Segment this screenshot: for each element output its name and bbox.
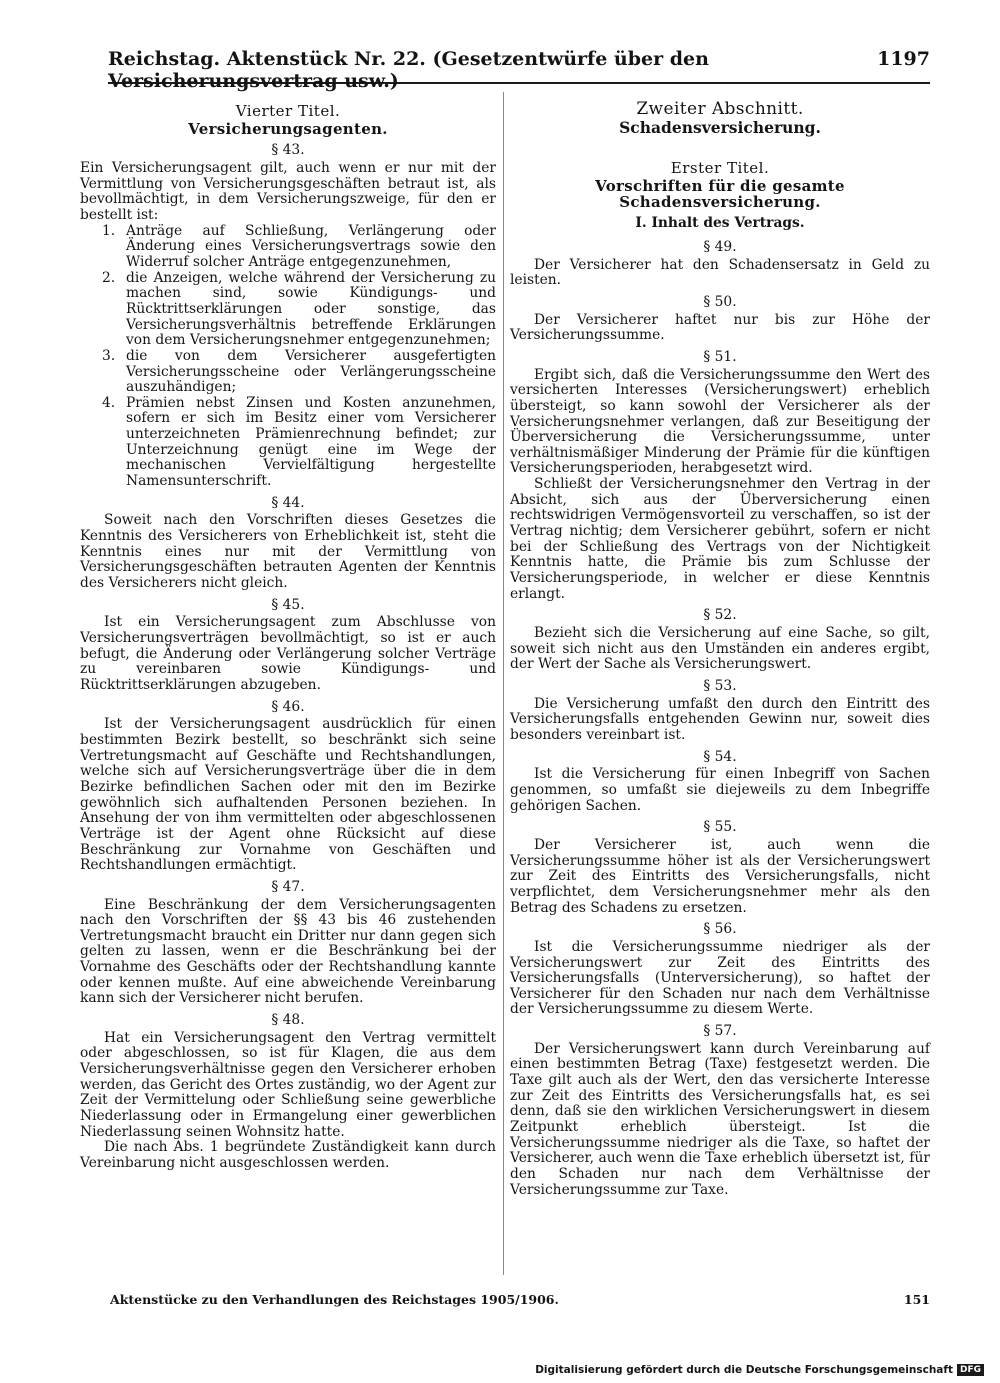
titel-name: Vorschriften für die gesamte Schadensversicherung. (595, 176, 845, 211)
section-heading: § 45. (271, 596, 305, 613)
section-heading: § 49. (703, 238, 737, 255)
footer-source: Aktenstücke zu den Verhandlungen des Reichstages 1905/1906. (110, 1292, 559, 1307)
abschnitt-name: Schadensversicherung. (619, 117, 821, 137)
paragraph: Bezieht sich die Versicherung auf eine Sache, so gilt, soweit sich nicht aus den Umständen ein anderes ergibt, der Wert der Sache als Versicherungswert. (510, 625, 930, 673)
paragraph: Der Versicherer ist, auch wenn die Versicherungssumme höher ist als der Versicherungswert zur Zeit des Eintritts des Versicherungsfalls, nicht verpflichtet, dem Versicherungsnehmer mehr als den Betrag des Schadens zu ersetzen. (510, 836, 930, 916)
section-heading: § 51. (703, 348, 737, 365)
list-number: 4. (102, 394, 116, 411)
list-item (102, 269, 496, 349)
paragraph: Ist ein Versicherungsagent zum Abschlusse von Versicherungsverträgen bevollmächtigt, so ist er auch befugt, die Änderung oder Verlängerung solcher Verträge zu vereinbaren sowie Kündigungs- und Rücktrittserklärungen abzugeben. (80, 614, 496, 693)
enumerated-list (80, 224, 496, 490)
paragraph: Ist die Versicherung für einen Inbegriff von Sachen genommen, so umfaßt sie diejeweils zu dem Inbegriffe gehörigen Sachen. (510, 766, 930, 814)
section-heading: § 54. (703, 748, 737, 765)
header-title: Reichstag. Aktenstück Nr. 22. (Gesetzentwürfe über den Versicherungsvertrag usw.) (108, 48, 709, 92)
right-column (510, 92, 930, 1198)
page-number: 1197 (877, 48, 930, 70)
footer-signature: 151 (903, 1292, 930, 1307)
subsection-heading: I. Inhalt des Vertrags. (635, 215, 805, 232)
list-item (102, 347, 496, 396)
section-heading: § 46. (271, 698, 305, 715)
titel-name: Versicherungsagenten. (188, 119, 388, 138)
paragraph: Hat ein Versicherungsagent den Vertrag vermittelt oder abgeschlossen, so ist für Klagen, die aus dem Versicherungsverhältnisse gegen den Versicherer erhoben werden, das Gericht des Ortes zuständig, wo der Agent zur Zeit der Vermittelung oder Schließung seine gewerbliche Niederlassung oder in Ermangelung einer gewerblichen Niederlassung seinen Wohnsitz hatte. (80, 1029, 496, 1140)
paragraph: Eine Beschränkung der dem Versicherungsagenten nach den Vorschriften der §§ 43 bis 46 zustehenden Vertretungsmacht braucht ein Dritter nur dann gegen sich gelten zu lassen, wenn er die Beschränkung bei der Vornahme des Geschäfts oder der Rechtshandlung kannte oder kennen mußte. Auf eine abweichende Vereinbarung kann sich der Versicherer nicht berufen. (80, 896, 496, 1007)
section-heading: § 47. (271, 878, 305, 895)
running-header (108, 48, 930, 92)
paragraph: Ein Versicherungsagent gilt, auch wenn er nur mit der Vermittlung von Versicherungsgeschäften betraut ist, als bevollmächtigt, in dem Versicherungszweige, für den er bestellt ist: (80, 159, 496, 223)
section-heading: § 48. (271, 1012, 305, 1029)
digitization-text: Digitalisierung gefördert durch die Deutsche Forschungsgemeinschaft (535, 1364, 953, 1376)
left-column (80, 92, 496, 1172)
paragraph: Schließt der Versicherungsnehmer den Vertrag in der Absicht, sich aus der Überversicherung einen rechtswidrigen Vermögensvorteil zu verschaffen, so ist der Vertrag nichtig; dem Versicherer gebührt, sofern er nicht bei der Schließung des Vertrags von der Nichtigkeit Kenntnis hatte, die Prämie bis zum Schlusse der Versicherungsperiode, in welcher er diese Kenntnis erlangt. (510, 476, 930, 602)
titel-heading: Vierter Titel. (235, 102, 341, 120)
paragraph: Ist der Versicherungsagent ausdrücklich für einen bestimmten Bezirk bestellt, so beschränkt sich seine Vertretungsmacht auf Geschäfte und Rechtshandlungen, welche sich auf Versicherungsverträge über die in dem Bezirke befindlichen Sachen oder mit den im Bezirke gewöhnlich sich aufhaltenden Personen beziehen. In Ansehung der von ihm vermittelten oder abgeschlossenen Verträge ist der Agent ohne Rücksicht auf diese Beschränkung zur Vornahme von Geschäften und Rechtshandlungen ermächtigt. (80, 716, 496, 874)
section-heading: § 55. (703, 819, 737, 836)
section-heading: § 52. (703, 607, 737, 624)
page-footer (110, 1292, 930, 1307)
list-text: Prämien nebst Zinsen und Kosten anzunehmen, sofern er sich im Besitz einer vom Versicherer unterzeichneten Prämienrechnung befindet; zur Unterzeichnung genügt eine im Wege der mechanischen Vervielfältigung hergestellte Namensunterschrift. (126, 394, 496, 490)
section-heading: § 50. (703, 293, 737, 310)
paragraph: Ergibt sich, daß die Versicherungssumme den Wert des versicherten Interesses (Versicherungswert) erheblich übersteigt, so kann sowohl der Versicherer als der Versicherungsnehmer verlangen, daß zur Beseitigung der Überversicherung die Versicherungssumme, unter verhältnismäßiger Minderung der Prämie für die künftigen Versicherungsperioden, herabgesetzt wird. (510, 366, 930, 477)
section-heading: § 56. (703, 921, 737, 938)
paragraph: Ist die Versicherungssumme niedriger als der Versicherungswert zur Zeit des Eintritts des Versicherungsfalls (Unterversicherung), so haftet der Versicherer für den Schaden nur nach dem Verhältnisse der Versicherungssumme zu diesem Werte. (510, 938, 930, 1018)
list-number: 3. (102, 347, 116, 364)
list-item (102, 222, 496, 271)
section-heading: § 57. (703, 1023, 737, 1040)
paragraph: Soweit nach den Vorschriften dieses Gesetzes die Kenntnis des Versicherers von Erheblichkeit ist, steht die Kenntnis eines nur mit der Vermittlung von Versicherungsgeschäften betrauten Agenten der Kenntnis des Versicherers nicht gleich. (80, 512, 496, 592)
dfg-logo-icon: DFG (957, 1364, 984, 1376)
list-text: Anträge auf Schließung, Verlängerung oder Änderung eines Versicherungsvertrags sowie den Widerruf solcher Anträge entgegenzunehmen, (126, 222, 496, 270)
column-divider (503, 92, 504, 1275)
section-heading: § 53. (703, 678, 737, 694)
list-item (102, 394, 496, 490)
abschnitt-heading: Zweiter Abschnitt. (636, 99, 804, 119)
list-text: die von dem Versicherer ausgefertigten Versicherungsscheine oder Verlängerungsscheine auszuhändigen; (126, 347, 496, 396)
section-heading: § 43. (271, 142, 305, 159)
list-number: 2. (102, 269, 116, 286)
digitization-note (535, 1364, 984, 1376)
section-heading: § 44. (271, 494, 305, 511)
list-number: 1. (102, 222, 116, 239)
paragraph: Die nach Abs. 1 begründete Zuständigkeit kann durch Vereinbarung nicht ausgeschlossen werden. (80, 1139, 496, 1171)
paragraph: Der Versicherer haftet nur bis zur Höhe der Versicherungssumme. (510, 311, 930, 344)
paragraph: Der Versicherer hat den Schadensersatz in Geld zu leisten. (510, 256, 930, 289)
titel-heading: Erster Titel. (670, 159, 770, 178)
paragraph: Der Versicherungswert kann durch Vereinbarung auf einen bestimmten Betrag (Taxe) festgesetzt werden. Die Taxe gilt auch als der Wert, den das versicherte Interesse zur Zeit des Eintritts des Versicherungsfalls hat, es sei denn, daß sie den wirklichen Versicherungswert in diesem Zeitpunkt erheblich übersteigt. Ist die Versicherungssumme niedriger als die Taxe, so haftet der Versicherer, auch wenn die Taxe erheblich übersetzt ist, für den Schaden nur nach dem Verhältnisse der Versicherungssumme zur Taxe. (510, 1040, 930, 1198)
list-text: die Anzeigen, welche während der Versicherung zu machen sind, sowie Kündigungs- und Rücktrittserklärungen oder sonstige, das Versicherungsverhältnis betreffende Erklärungen von dem Versicherungsnehmer entgegenzunehmen; (126, 269, 496, 349)
paragraph: Die Versicherung umfaßt den durch den Eintritt des Versicherungsfalls entgehenden Gewinn nur, soweit dies besonders vereinbart ist. (510, 695, 930, 743)
